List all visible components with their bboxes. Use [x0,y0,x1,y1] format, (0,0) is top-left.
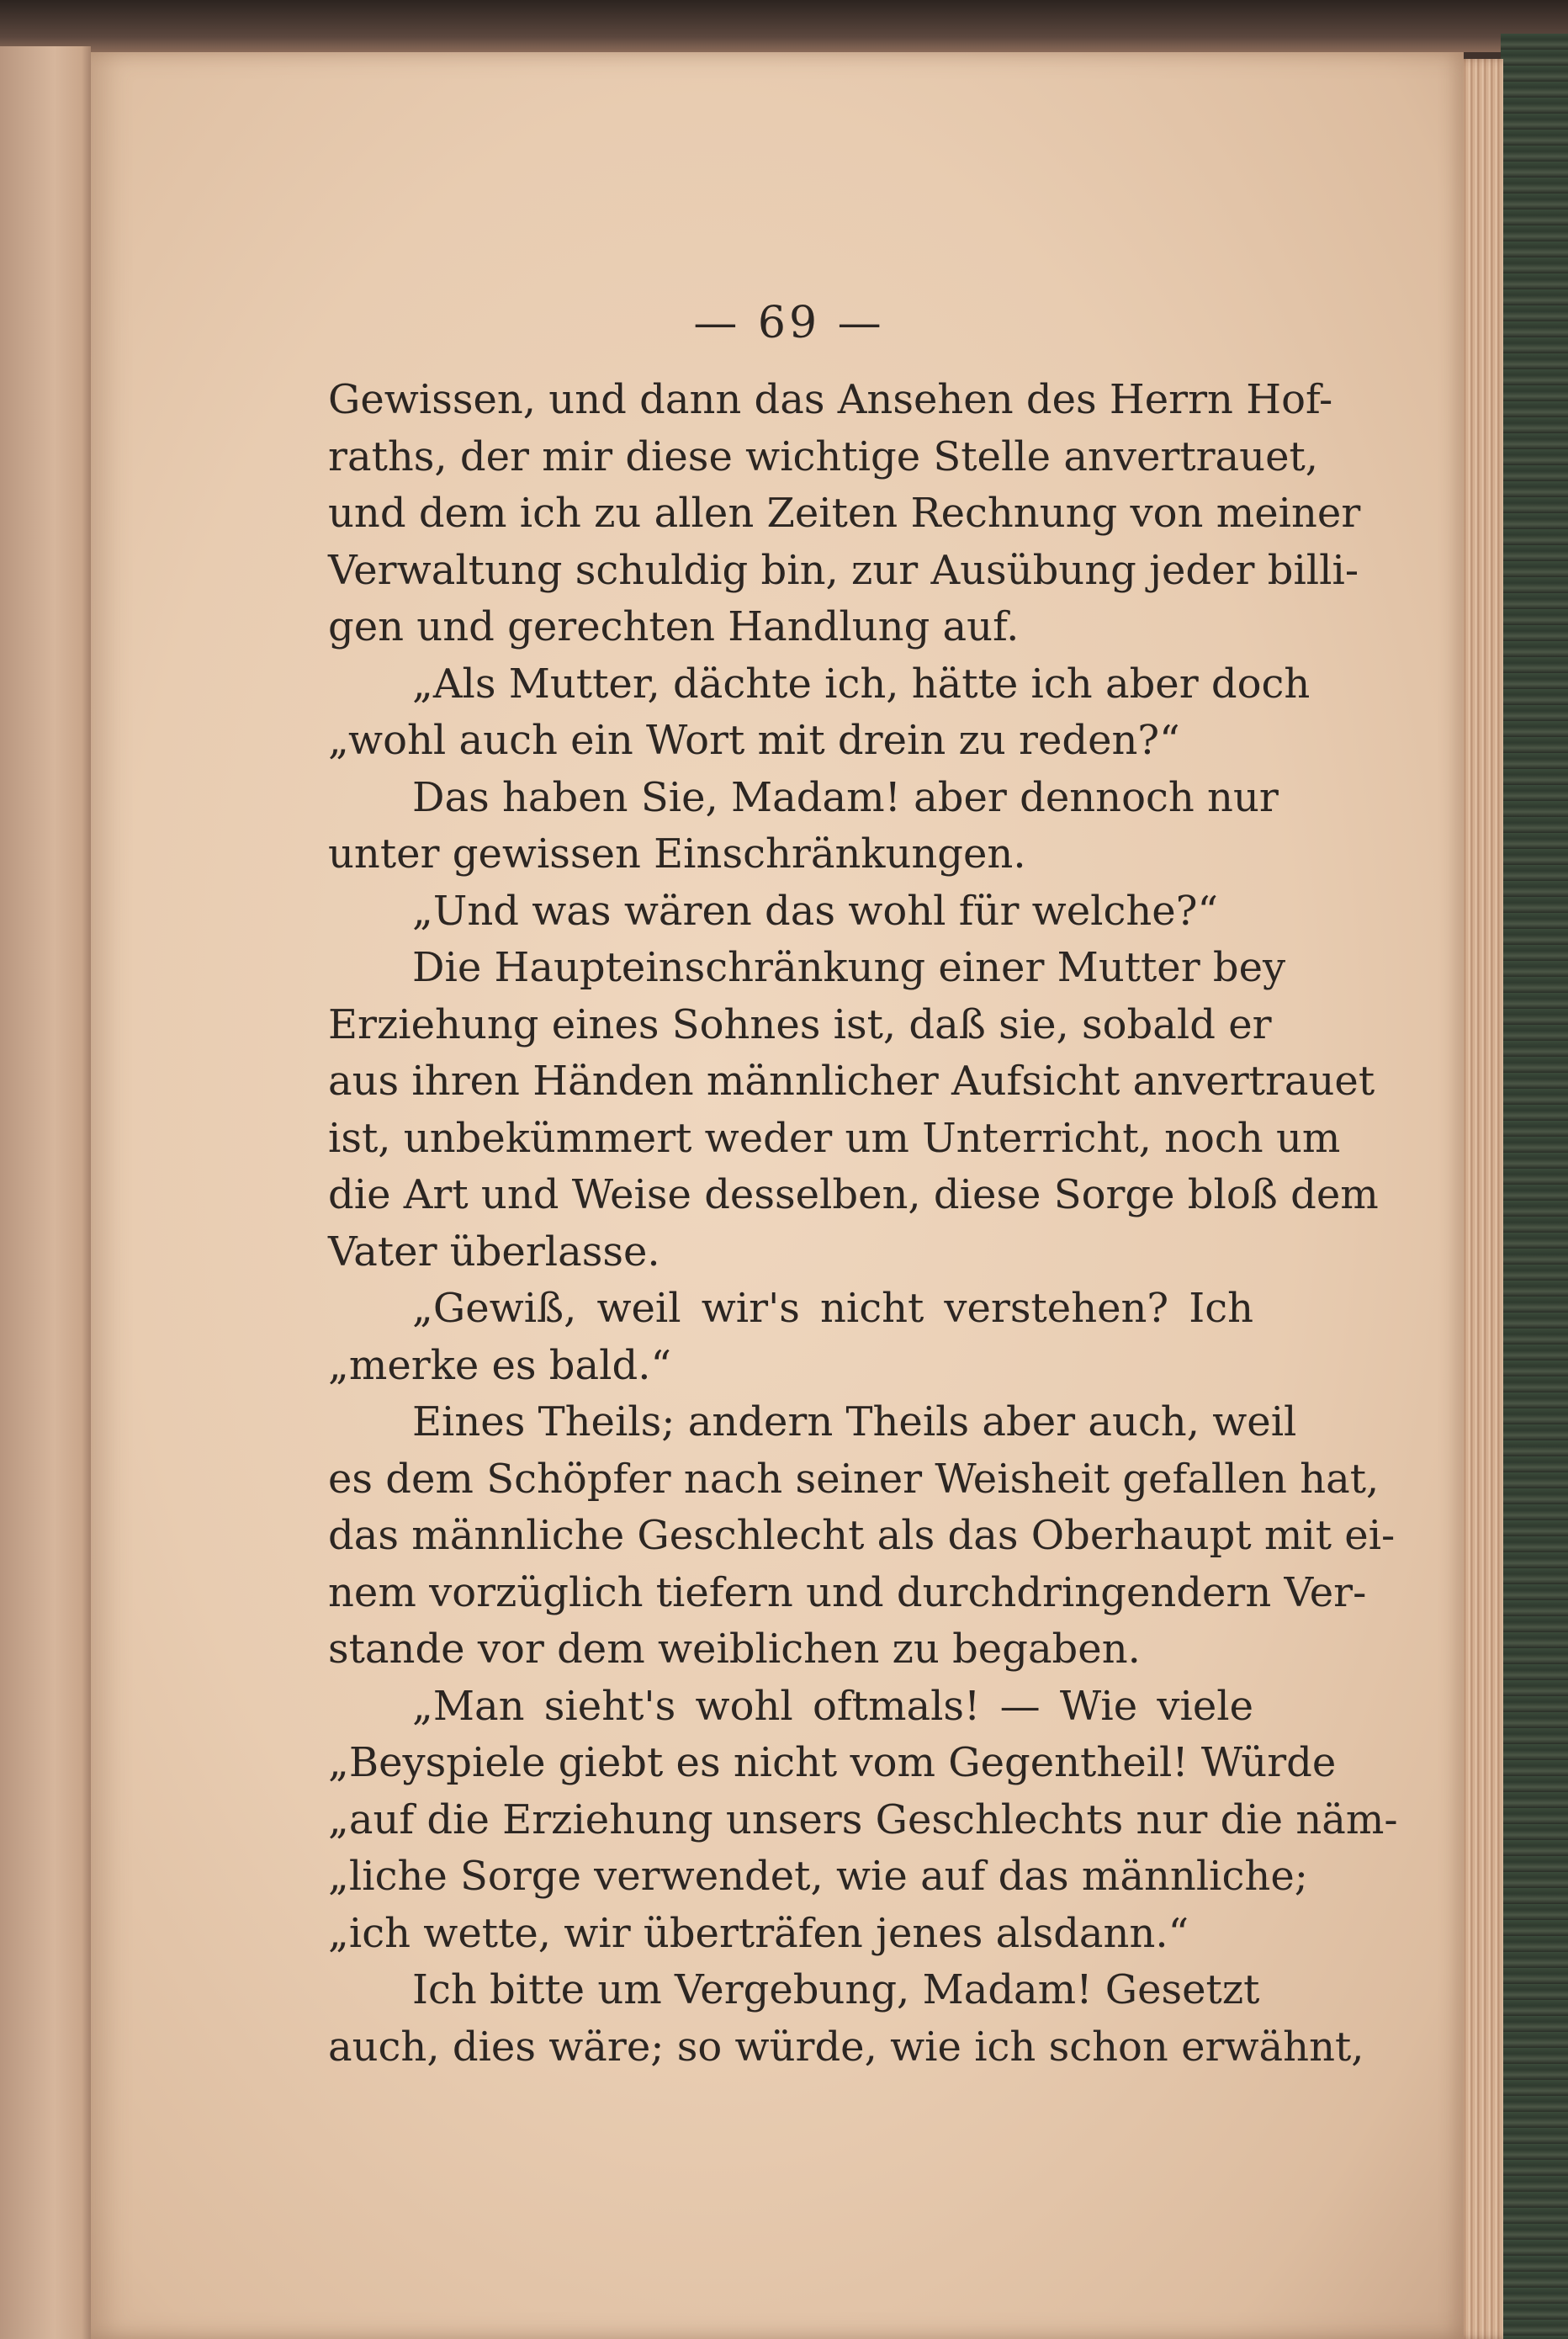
text-line: und dem ich zu allen Zeiten Rechnung von meiner [328,490,1361,537]
text-line: „Beyspiele giebt es nicht vom Gegentheil! Würde [328,1739,1337,1786]
page-body-text [328,372,1398,2076]
scan-top-edge [0,0,1568,52]
text-line: nem vorzüglich tiefern und durchdringendern Ver- [328,1568,1367,1616]
text-line: unter gewissen Einschränkungen. [328,830,1026,878]
text-line: „Als Mutter, dächte ich, hätte ich aber doch [412,660,1311,708]
text-line: „ich wette, wir überträfen jenes alsdann.“ [328,1909,1189,1957]
text-line: Verwaltung schuldig bin, zur Ausübung jeder billi- [328,546,1359,594]
text-line: Ich bitte um Vergebung, Madam! Gesetzt [412,1966,1260,2013]
text-line: „merke es bald.“ [328,1341,671,1389]
text-line: die Art und Weise desselben, diese Sorge bloß dem [328,1171,1379,1218]
left-facing-page-edge [0,46,91,2339]
book-page [91,52,1464,2339]
text-line: Gewissen, und dann das Ansehen des Herrn Hof- [328,376,1333,423]
text-line: Erziehung eines Sohnes ist, daß sie, sobald er [328,1000,1272,1048]
text-line: „wohl auch ein Wort mit drein zu reden?“ [328,717,1180,764]
text-line: „auf die Erziehung unsers Geschlechts nur die näm- [328,1795,1398,1843]
text-line: Die Haupteinschränkung einer Mutter bey [412,944,1286,991]
text-line: es dem Schöpfer nach seiner Weisheit gefallen hat, [328,1455,1380,1503]
text-line: stande vor dem weiblichen zu begaben. [328,1626,1141,1673]
text-line: auch, dies wäre; so würde, wie ich schon erwähnt, [328,2023,1364,2071]
page-number: — 69 — [693,298,885,348]
text-line: „Und was wären das wohl für welche?“ [412,887,1218,935]
book-cover-board [1501,34,1568,2339]
text-line: „liche Sorge verwendet, wie auf das männliche; [328,1853,1308,1900]
text-line: raths, der mir diese wichtige Stelle anvertrauet, [328,432,1319,480]
text-line: ist, unbekümmert weder um Unterricht, noch um [328,1114,1341,1162]
text-line: gen und gerechten Handlung auf. [328,603,1020,650]
text-line: „Man sieht's wohl oftmals! — Wie viele [412,1682,1253,1730]
text-line: Das haben Sie, Madam! aber dennoch nur [412,773,1279,821]
text-line: aus ihren Händen männlicher Aufsicht anvertrauet [328,1058,1375,1105]
text-line: Vater überlasse. [328,1228,660,1276]
text-line: „Gewiß, weil wir's nicht verstehen? Ich [412,1285,1253,1332]
text-line: das männliche Geschlecht als das Oberhaupt mit ei- [328,1512,1396,1559]
text-line: Eines Theils; andern Theils aber auch, weil [412,1398,1297,1445]
